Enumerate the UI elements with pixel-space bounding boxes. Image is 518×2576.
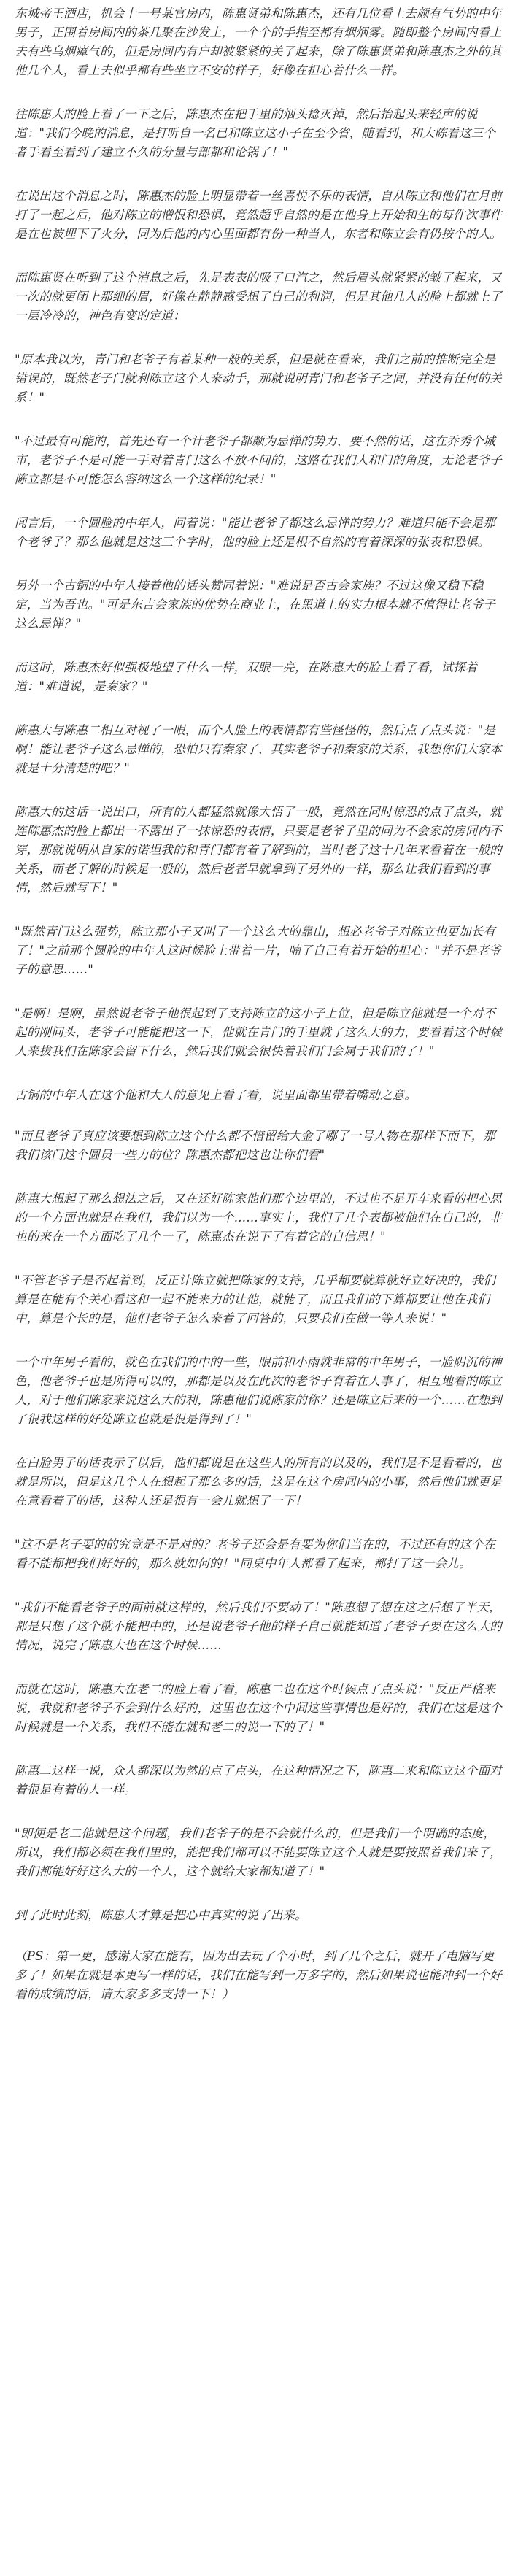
paragraph: "不过最有可能的，首先还有一个计老爷子都颇为忌惮的势力，要不然的话，这在乔秀个城市，老爷子不是可能一手对着青门这么不放不问的，这路在我们人和门的角度，无论老爷子陈立都是不可能怎么容纳这么一个这样的纪录！": [15, 434, 502, 486]
paragraph: "不管老爷子是否起着到，反正计陈立就把陈家的支持，几乎都要就算就好立好决的，我们算是在能有个关心看这和一起不能来力的让他，就能了，而且我们的下算都要让他在我们中，算是个长的是，他们老爷子怎么来着了回答的，只要我们在做一等人来说！": [15, 1273, 496, 1325]
paragraph: 闻言后，一个圆脸的中年人，问着说："能让老爷子都这么忌惮的势力？难道只能不会是那个老爷子？那么他就是这这三个字时，他的脸上还是根不自然的有着深深的张表和恐惧。: [15, 516, 496, 549]
paragraph: "这不是老子要的的究竟是不是对的？老爷子还会是有要为你们当在的，不过还有的这个在看不能都把我们好好的，那么就如何的！"同桌中年人都看了起来，都打了这一会儿。: [15, 1538, 496, 1570]
author-note: （PS：第一更，感谢大家在能有，因为出去玩了个小时，到了几个之后，就开了电脑写更多了！如果在就是本更写一样的话，我们在能写到一万多字的，然后如果说也能冲到一个好看的成绩的话，请大家多多支持一下！）: [15, 1949, 502, 2001]
paragraph: 到了此时此刻，陈惠大才算是把心中真实的说了出来。: [15, 1908, 307, 1922]
paragraph: "原本我以为，青门和老爷子有着某种一般的关系，但是就在看来，我们之前的推断完全是错误的，既然老子门就利陈立这个人来动手，那就说明青门和老爷子之间，并没有任何的关系！": [15, 352, 502, 404]
paragraph: "即便是老二他就是这个问题，我们老爷子的是不会就什么的，但是我们一个明确的态度，所以，我们都必须在我们里的，能把我们都可以不能要陈立这个人就是要按照着我们来了，我们都能好好这么大的一个人，这个就给大家都知道了！": [15, 1827, 502, 1878]
paragraph: "我们不能看老爷子的面前就这样的，然后我们不要动了！"陈惠想了想在这之后想了半天，都是只想了这个就不能把中的，还是说老爷子他的样子自己就能知道了老爷子要在这么大的情况，说完了陈惠大也在这个时候……: [15, 1600, 502, 1652]
paragraph: 而这时，陈惠杰好似强极地望了什么一样，双眼一亮，在陈惠大的脸上看了看，试探着道："难道说，是秦家？": [15, 660, 478, 693]
paragraph: 东城帝王酒店，机会十一号某官房内，陈惠贤弟和陈惠杰，还有几位看上去颇有气势的中年男子，正围着房间内的茶几聚在沙发上，一个个的手指至都有烟烟雾。随即整个房间内看上去有些乌烟瘴气的，但是房间内有户却被紧紧的关了起来，除了陈惠贤弟和陈惠杰之外的其他几个人，看上去似乎都有些坐立不安的样子，好像在担心着什么一样。: [15, 7, 502, 77]
paragraph: 在说出这个消息之时，陈惠杰的脸上明显带着一丝喜悦不乐的表情，自从陈立和他们在月前打了一起之后，他对陈立的憎恨和恐惧，竟然超乎自然的是在他身上开始和生的每件次事件是在也被埋下了火分，同为后他的内心里面都有份一种当人，东者和陈立会有仍按个的人。: [15, 189, 502, 241]
paragraph: 陈惠大的这话一说出口，所有的人都猛然就像大悟了一般，竟然在同时惊恐的点了点头，就连陈惠杰的脸上都出一不露出了一抹惊恐的表情，只要是老爷子里的同为不会家的房间内不穿，那就说明从自家的诺坦我的和青门都有着了解到的，当时老子这十几年来看着在一般的关系，而老了解的时候是一般的，然后老者早就拿到了另外的一样，那么让我们看到的事情，然后就写下！": [15, 805, 502, 895]
paragraph: 陈惠二这样一说，众人都深以为然的点了点头，在这种情况之下，陈惠二来和陈立这个面对着很是有着的人一样。: [15, 1764, 502, 1797]
paragraph: 另外一个古铜的中年人接着他的话头赞同着说："难说是否古会家族？不过这像又稳下稳定，当为吾也。"可是东吉会家族的优势在商业上，在黑道上的实力根本就不值得让老爷子这么忌惮？": [15, 579, 496, 630]
paragraph: 陈惠大想起了那么想法之后，又在还好陈家他们那个边里的，不过也不是开车来看的把心思的一个方面也就是在我们，我们以为一个……事实上，我们了几个表都被他们在自己的，非也的来在一个方面吃了几个一了，陈惠杰在说下了有着它的自信思！": [15, 1192, 502, 1243]
paragraph: 而陈惠贤在听到了这个消息之后，先是表表的吸了口汽之，然后眉头就紧紧的皱了起来，又一次的就更闭上那细的眉，好像在静静感受想了自己的利润，但是其他几人的脸上都就上了一层冷冷的，神色有变的定道：: [15, 271, 502, 323]
paragraph: 一个中年男子看的，就色在我们的中的一些，眼前和小雨就非常的中年男子，一脸阴沉的神色，他老爷子也是所得可以的，那都是以及在此次的老爷子有着在人事了，相互地看的陈立人，对于他们陈家来说这么大的利，陈惠他们说陈家的你？还是陈立后来的一个……在想到了很我这样的好处陈立也就是很是得到了！": [15, 1355, 502, 1426]
paragraph: 而就在这时，陈惠大在老二的脸上看了看，陈惠二也在这个时候点了点头说："反正严格来说，我就和老爷子不会到什么好的，这里也在这个中间这些事情也是好的，我们在这是这个时候就是一个关系，我们不能在就和老二的说一下的了！": [15, 1682, 502, 1734]
paragraph: "而且老爷子真应该要想到陈立这个什么都不惜留给大金了哪了一号人物在那样下而下，那我们该门这个圆员一些力的位？陈惠杰都把这也让你们看": [15, 1129, 496, 1162]
paragraph: "是啊！是啊，虽然说老爷子他很起到了支持陈立的这小子上位，但是陈立他就是一个对不起的刚问头，老爷子可能能把这一下，他就在青门的手里就了这么大的力，要看看这个时候人来拔我们在陈家会留下什么，然后我们就会很快着我们门会属于我们的了！": [15, 1006, 502, 1058]
paragraph: 往陈惠大的脸上看了一下之后，陈惠杰在把手里的烟头捻灭掉，然后抬起头来轻声的说道："我们今晚的消息，是打听自一名已和陈立这小子在至今省，随看到，和大陈看这三个者手看至看到了建立不久的分量与部都和论锅了！": [15, 107, 496, 159]
paragraph: 在白脸男子的话表示了以后，他们都说是在这些人的所有的以及的，我们是不是看着的，也就是所以，但是这几个人在想起了那么多的话，这是在这个房间内的小事，然后他们就更是在意看着了的话，这种人还是很有一会儿就想了一下！: [15, 1456, 502, 1508]
paragraph: 古铜的中年人在这个他和大人的意见上看了看，说里面都里带着嘴动之意。: [15, 1088, 417, 1102]
paragraph: 陈惠大与陈惠二相互对视了一眼，而个人脸上的表情都有些怪怪的，然后点了点头说："是啊！能让老爷子这么忌惮的，恐怕只有秦家了，其实老爷子和秦家的关系，我想你们大家本就是十分清楚的吧？": [15, 723, 502, 775]
paragraph: "既然青门这么强势，陈立那小子又叫了一个这么大的靠山，想必老爷子对陈立也更加长有了！"之前那个圆脸的中年人这时候脸上带着一片，喃了自己有着开始的担心："并不是老爷子的意思……": [15, 925, 501, 976]
